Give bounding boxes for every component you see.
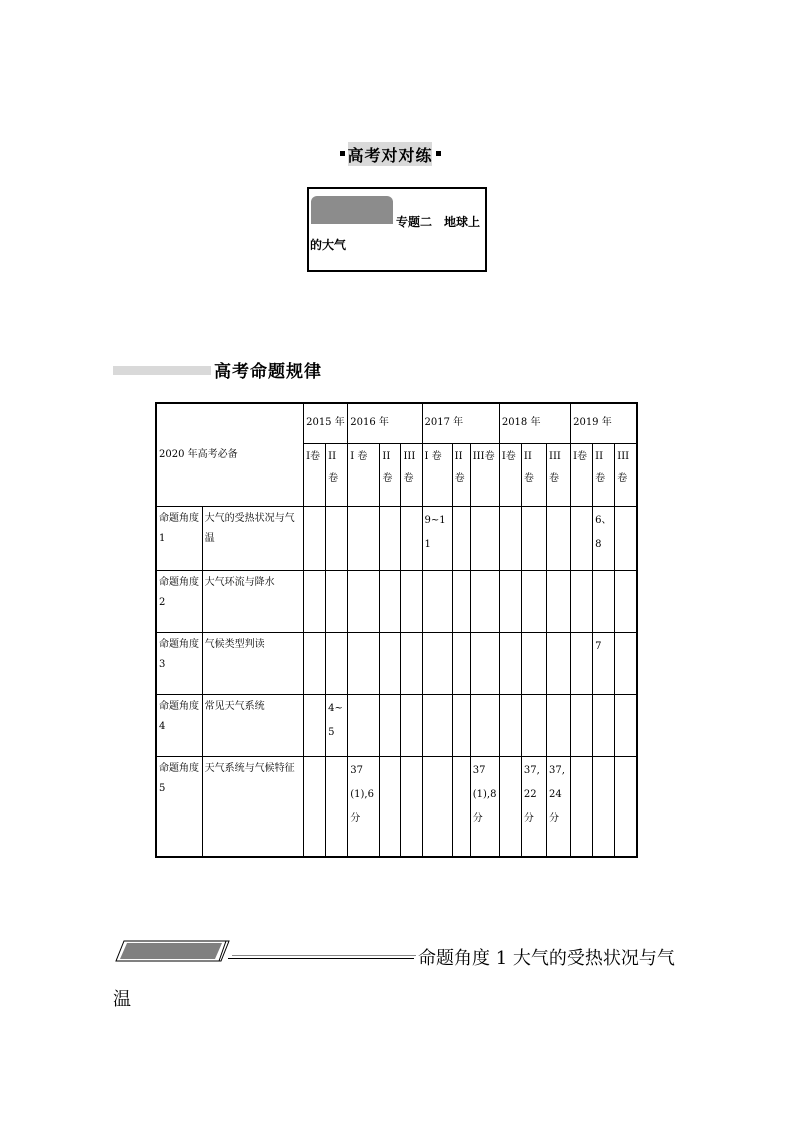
score-cell: [615, 570, 637, 632]
table-row: [156, 506, 637, 570]
topic-heading-line2: 温: [113, 989, 131, 1010]
topic-heading-line1: 命题角度 1 大气的受热状况与气: [418, 948, 675, 969]
score-cell: [422, 632, 452, 694]
score-cell: [422, 694, 452, 756]
score-cell: [593, 756, 615, 857]
table-row: [156, 756, 637, 857]
year-2019: 2019 年: [571, 403, 637, 443]
heading-badge: [114, 940, 234, 962]
score-cell: [452, 694, 470, 756]
paper-header: I卷: [499, 443, 521, 506]
score-cell: [326, 570, 348, 632]
score-cell: [304, 570, 326, 632]
table-header-label: 2020 年高考必备: [156, 403, 304, 506]
score-cell: [380, 570, 401, 632]
score-cell: [499, 506, 521, 570]
score-cell: [422, 756, 452, 857]
section-banner: [320, 142, 460, 168]
score-cell: [380, 506, 401, 570]
paper-header: II卷: [380, 443, 401, 506]
paper-header: I卷: [304, 443, 326, 506]
score-cell: [348, 694, 380, 756]
score-cell: [348, 570, 380, 632]
section-heading-bar: [113, 366, 211, 375]
score-cell: [422, 570, 452, 632]
section-heading: 高考命题规律: [214, 362, 322, 382]
paper-header: I卷: [571, 443, 593, 506]
heading-rule-gray: [232, 955, 416, 956]
score-cell: [547, 570, 571, 632]
score-cell: [470, 570, 499, 632]
score-cell: [304, 694, 326, 756]
paper-header: II卷: [452, 443, 470, 506]
score-cell: [452, 570, 470, 632]
score-cell: [547, 506, 571, 570]
score-cell: [326, 632, 348, 694]
score-cell: [615, 756, 637, 857]
paper-header: II卷: [593, 443, 615, 506]
score-cell: [452, 756, 470, 857]
score-cell: [401, 570, 422, 632]
score-cell: [470, 694, 499, 756]
angle-cell: 命题角度 4: [156, 694, 202, 756]
score-cell: [571, 632, 593, 694]
heading-rule: [228, 958, 414, 959]
angle-cell: 命题角度 3: [156, 632, 202, 694]
topic-cell: 大气环流与降水: [202, 570, 303, 632]
paper-header: III卷: [615, 443, 637, 506]
score-cell: [499, 694, 521, 756]
chapter-tab: [311, 196, 393, 224]
score-cell: 9~11: [422, 506, 452, 570]
score-cell: [401, 632, 422, 694]
year-2017: 2017 年: [422, 403, 499, 443]
chapter-title-line1: 专题二 地球上: [396, 215, 481, 229]
score-cell: [615, 506, 637, 570]
score-cell: [452, 632, 470, 694]
angle-cell: 命题角度 1: [156, 506, 202, 570]
paper-header: II 卷: [521, 443, 546, 506]
score-cell: 37,22 分: [521, 756, 546, 857]
table-row: [156, 570, 637, 632]
score-cell: [401, 694, 422, 756]
score-cell: [470, 632, 499, 694]
score-cell: [401, 506, 422, 570]
chapter-box: [307, 187, 487, 272]
topic-cell: 气候类型判读: [202, 632, 303, 694]
score-cell: [499, 570, 521, 632]
score-cell: [571, 506, 593, 570]
topic-cell: 大气的受热状况与气温: [202, 506, 303, 570]
score-cell: 37(1),6 分: [348, 756, 380, 857]
year-2018: 2018 年: [499, 403, 570, 443]
score-cell: [326, 506, 348, 570]
score-cell: [571, 694, 593, 756]
score-cell: [521, 632, 546, 694]
table-row: [156, 632, 637, 694]
score-cell: [615, 632, 637, 694]
score-cell: [615, 694, 637, 756]
score-cell: [521, 506, 546, 570]
paper-header: III卷: [401, 443, 422, 506]
banner-title: 高考对对练: [347, 146, 433, 165]
angle-cell: 命题角度 2: [156, 570, 202, 632]
score-cell: [348, 506, 380, 570]
year-2016: 2016 年: [348, 403, 422, 443]
exam-pattern-table: [155, 402, 638, 858]
score-cell: [521, 694, 546, 756]
score-cell: [593, 570, 615, 632]
chapter-title-line2: 的大气: [310, 238, 347, 252]
score-cell: [547, 694, 571, 756]
paper-header: II卷: [326, 443, 348, 506]
score-cell: [547, 632, 571, 694]
score-cell: [380, 632, 401, 694]
year-2015: 2015 年: [304, 403, 348, 443]
paper-header: I 卷: [348, 443, 380, 506]
score-cell: 6、8: [593, 506, 615, 570]
score-cell: [304, 756, 326, 857]
score-cell: [571, 570, 593, 632]
score-cell: [304, 506, 326, 570]
score-cell: [499, 632, 521, 694]
angle-cell: 命题角度 5: [156, 756, 202, 857]
score-cell: 4~5: [326, 694, 348, 756]
score-cell: [380, 756, 401, 857]
score-cell: [401, 756, 422, 857]
score-cell: 7: [593, 632, 615, 694]
paper-header: III卷: [470, 443, 499, 506]
score-cell: [499, 756, 521, 857]
score-cell: [326, 756, 348, 857]
score-cell: [452, 506, 470, 570]
paper-header: III卷: [547, 443, 571, 506]
score-cell: [304, 632, 326, 694]
score-cell: 37(1),8 分: [470, 756, 499, 857]
score-cell: [521, 570, 546, 632]
score-cell: [470, 506, 499, 570]
score-cell: [380, 694, 401, 756]
topic-cell: 天气系统与气候特征: [202, 756, 303, 857]
table-row: [156, 694, 637, 756]
score-cell: [593, 694, 615, 756]
paper-header: I 卷: [422, 443, 452, 506]
score-cell: [571, 756, 593, 857]
score-cell: 37,24 分: [547, 756, 571, 857]
topic-cell: 常见天气系统: [202, 694, 303, 756]
score-cell: [348, 632, 380, 694]
